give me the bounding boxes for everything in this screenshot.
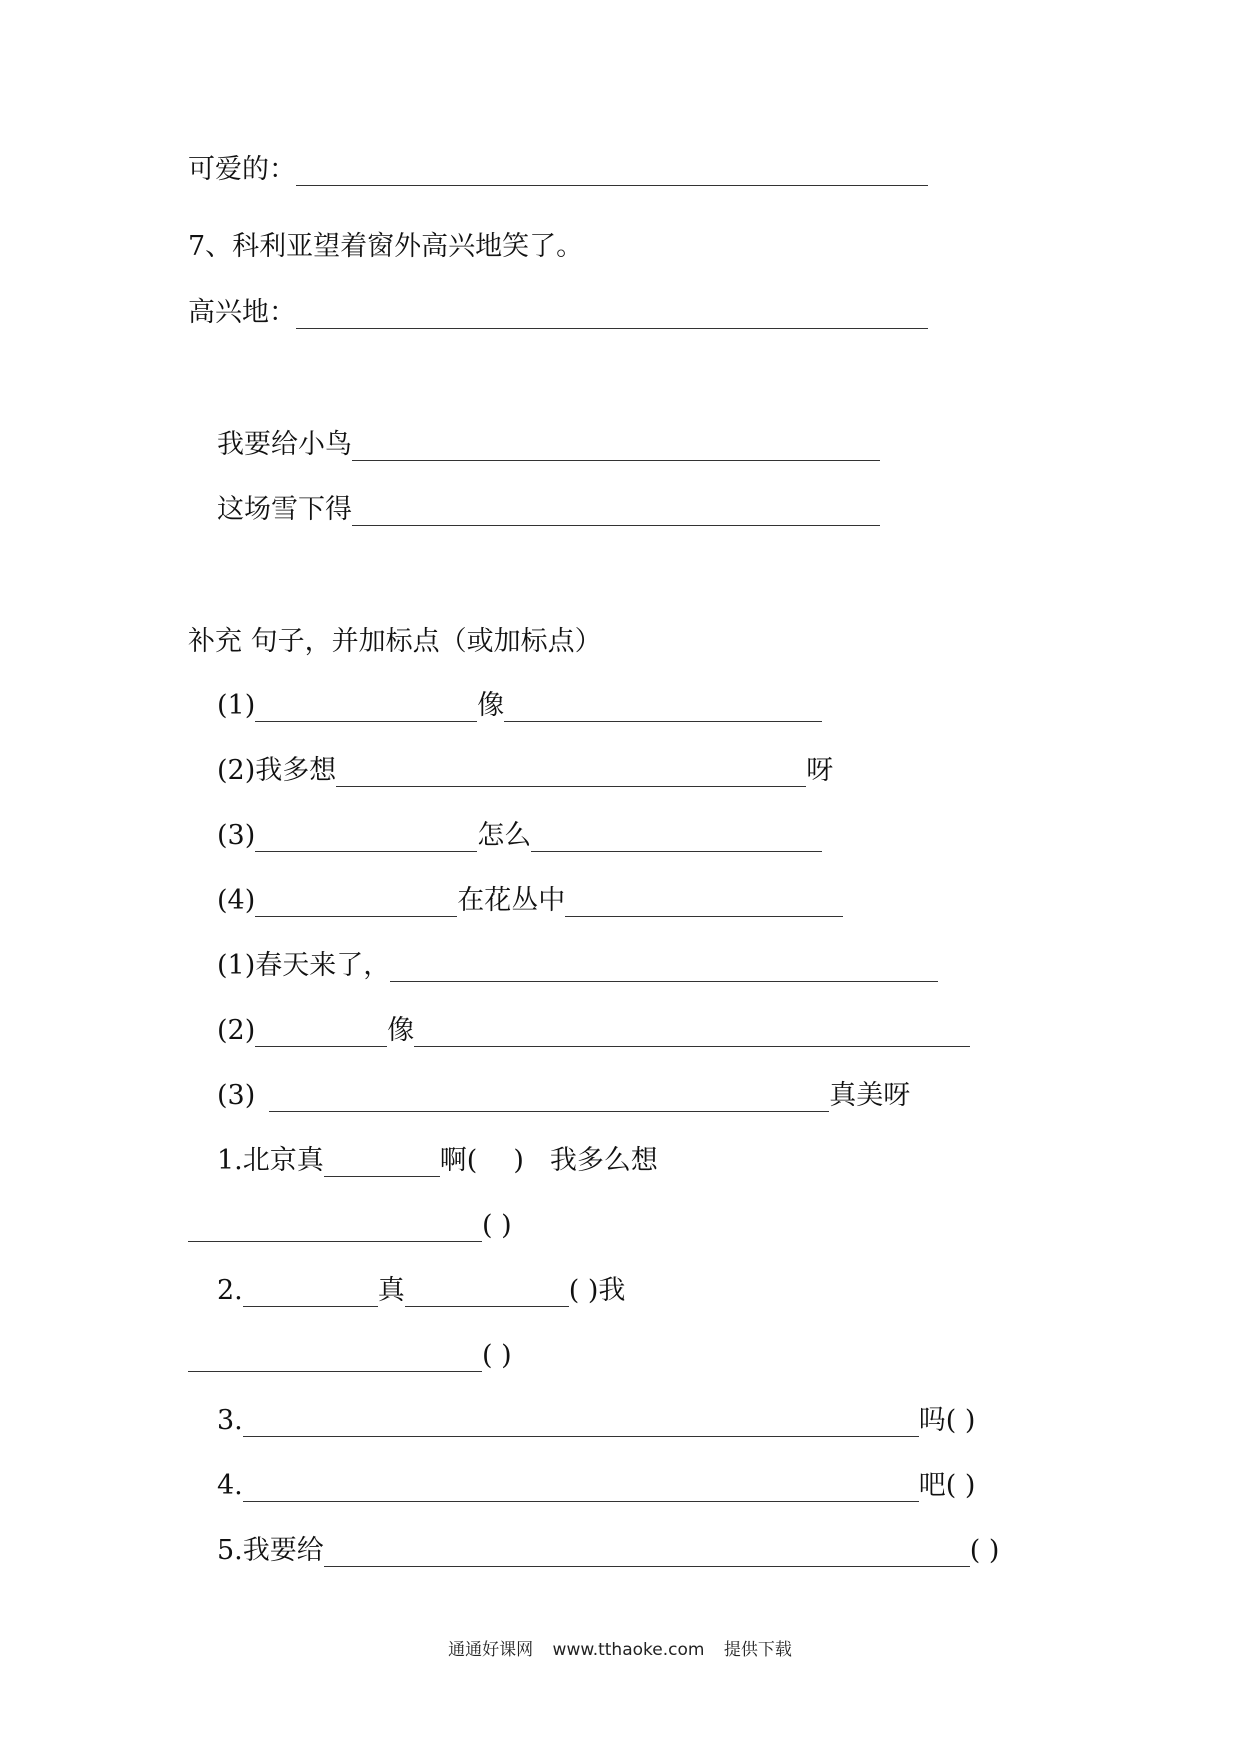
exercise-b2-number: (2) (217, 1015, 256, 1046)
answer-blank-b1[interactable] (390, 951, 938, 982)
exercise-a2-ending: 呀 (806, 755, 834, 786)
exercise-b2 (217, 1011, 970, 1051)
answer-blank-a4-right[interactable] (565, 886, 843, 917)
punctuation-blank-c5[interactable]: ( ) (969, 1535, 1000, 1566)
exercise-b1 (217, 946, 938, 986)
exercise-a4-number: (4) (217, 885, 256, 916)
exercise-c1 (217, 1141, 658, 1181)
exercise-a1-number: (1) (217, 690, 256, 721)
answer-blank-c2-right[interactable] (405, 1276, 569, 1307)
section-title-text: 补充 句子，并加标点（或加标点） (188, 626, 602, 657)
footer-tail: 提供下载 (723, 1640, 792, 1660)
exercise-b3 (217, 1076, 910, 1116)
answer-blank-a4-left[interactable] (255, 886, 457, 917)
exercise-a2-prefix: 我多想 (255, 755, 337, 786)
punctuation-blank-c1-continuation[interactable]: ( ) (482, 1210, 512, 1241)
line-xue-xiade (217, 490, 880, 530)
answer-blank-b2-left[interactable] (255, 1016, 387, 1047)
page-footer (0, 1635, 1240, 1660)
answer-blank-a3-left[interactable] (255, 821, 477, 852)
punctuation-blank-c2-continuation[interactable]: ( ) (482, 1340, 512, 1371)
exercise-b1-prefix: 春天来了， (255, 950, 391, 981)
exercise-c5 (217, 1531, 999, 1571)
exercise-c3 (217, 1401, 975, 1441)
answer-blank-c3[interactable] (243, 1406, 919, 1437)
exercise-b1-number: (1) (217, 950, 256, 981)
punctuation-blank-c2[interactable]: ( )我 (568, 1275, 626, 1306)
footer-url: www.tthaoke.com (552, 1640, 705, 1660)
answer-blank-c2-continuation[interactable] (188, 1341, 482, 1372)
exercise-c5-prefix: 5.我要给 (217, 1535, 324, 1566)
answer-blank-xue-xiade[interactable] (352, 495, 880, 526)
exercise-a3 (217, 816, 822, 856)
question-7 (188, 227, 583, 267)
exercise-c1-continuation (188, 1206, 512, 1246)
exercise-c2-word: 真 (377, 1275, 405, 1306)
answer-blank-c5[interactable] (324, 1536, 970, 1567)
prompt-xue-xiade: 这场雪下得 (217, 494, 352, 525)
answer-blank-c1[interactable] (324, 1146, 440, 1177)
prompt-woyao-xiaoniao: 我要给小鸟 (217, 429, 352, 460)
exercise-c3-ending: 吗( ) (918, 1405, 976, 1436)
answer-blank-c2-left[interactable] (243, 1276, 378, 1307)
answer-blank-c4[interactable] (243, 1471, 919, 1502)
exercise-b2-word: 像 (387, 1015, 415, 1046)
exercise-c2-continuation (188, 1336, 512, 1376)
line-gaoxing (188, 293, 928, 333)
exercise-a2-number: (2) (217, 755, 256, 786)
footer-site-name: 通通好课网 (448, 1640, 534, 1660)
label-keai: 可爱的： (188, 154, 296, 185)
line-woyao-xiaoniao (217, 425, 880, 465)
exercise-a4-word: 在花丛中 (457, 885, 566, 916)
answer-blank-a2[interactable] (336, 756, 806, 787)
answer-blank-gaoxing[interactable] (296, 298, 928, 329)
exercise-a4 (217, 881, 843, 921)
answer-blank-a1-left[interactable] (255, 691, 477, 722)
answer-blank-c1-continuation[interactable] (188, 1211, 482, 1242)
answer-blank-a1-right[interactable] (504, 691, 822, 722)
answer-blank-keai[interactable] (296, 155, 928, 186)
exercise-a3-number: (3) (217, 820, 256, 851)
exercise-c3-number: 3. (217, 1405, 243, 1436)
exercise-c1-tail: 我多么想 (549, 1145, 658, 1176)
line-keai (188, 150, 928, 190)
exercise-c4-number: 4. (217, 1470, 243, 1501)
answer-blank-b3[interactable] (269, 1081, 829, 1112)
exercise-c4 (217, 1466, 975, 1506)
exercise-c1-word: 啊( (439, 1145, 478, 1176)
punctuation-blank-c1[interactable] (477, 1147, 513, 1177)
exercise-b3-number: (3) (217, 1080, 256, 1111)
exercise-a3-word: 怎么 (477, 820, 532, 851)
exercise-c2 (217, 1271, 625, 1311)
section-title (188, 622, 602, 662)
question-7-text: 7、科利亚望着窗外高兴地笑了。 (188, 231, 584, 262)
exercise-c4-ending: 吧( ) (918, 1470, 976, 1501)
exercise-c1-close-paren: ) (513, 1145, 524, 1176)
label-gaoxing: 高兴地： (188, 297, 296, 328)
exercise-c2-number: 2. (217, 1275, 243, 1306)
exercise-c1-prefix: 1.北京真 (217, 1145, 324, 1176)
answer-blank-woyao-xiaoniao[interactable] (352, 430, 880, 461)
exercise-b3-ending: 真美呀 (829, 1080, 911, 1111)
exercise-a1 (217, 686, 822, 726)
exercise-a1-word: 像 (477, 690, 505, 721)
answer-blank-a3-right[interactable] (531, 821, 822, 852)
exercise-a2 (217, 751, 833, 791)
answer-blank-b2-right[interactable] (414, 1016, 970, 1047)
